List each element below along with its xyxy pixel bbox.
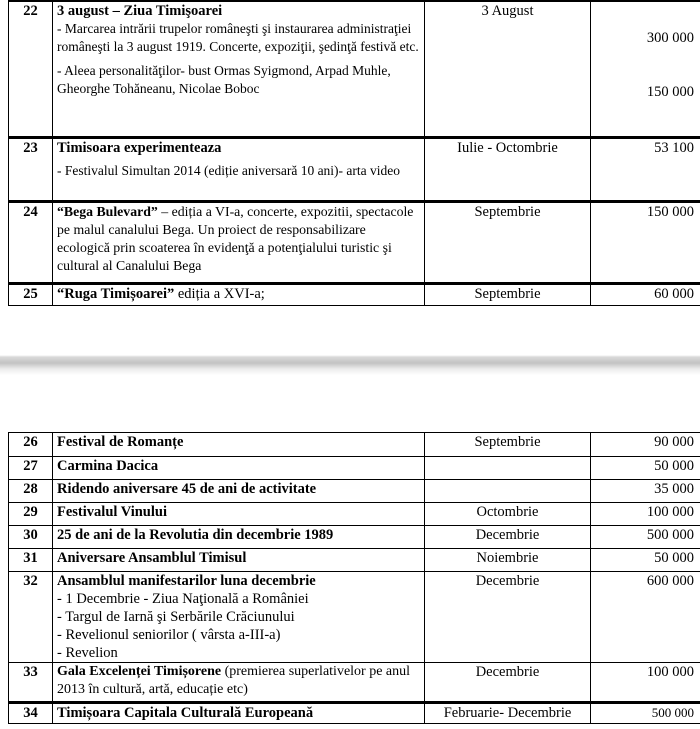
table-row [9,526,700,549]
event-period: 3 August [425,1,591,137]
event-period: Decembrie [425,663,591,703]
row-number: 26 [9,433,53,457]
event-period: Septembrie [425,433,591,457]
event-amount: 50 000 [591,549,700,572]
event-period: Iulie - Octombrie [425,137,591,201]
event-description: - Revelion [57,645,118,661]
table-row [9,1,700,137]
event-description: - Aleea personalităţilor- bust Ormas Syigmond, Arpad Muhle, Gheorghe Tohăneanu, Nicolae Boboc [57,63,391,96]
row-number: 28 [9,480,53,503]
event-title: Gala Excelenței Timișorene [57,664,222,679]
event-amount: 300 000 [646,30,694,46]
event-amounts [591,1,700,137]
event-period: Februarie- Decembrie [425,703,591,724]
table-row [9,549,700,572]
event-cell [53,663,425,703]
event-title: Ridendo aniversare 45 de ani de activitate [53,480,425,503]
event-amount: 100 000 [591,503,700,526]
row-number: 32 [9,572,53,663]
event-amount: 60 000 [591,283,700,305]
event-cell [53,572,425,663]
table-row [9,663,700,703]
event-period [425,480,591,503]
event-title: “Bega Bulevard” [57,203,158,219]
table-row [9,703,700,724]
event-amount: 500 000 [591,703,700,724]
row-number: 23 [9,137,53,201]
row-number: 22 [9,1,53,137]
table-row [9,137,700,201]
event-title: Carmina Dacica [53,457,425,480]
event-title: Ansamblul manifestarilor luna decembrie [57,573,316,589]
event-amount: 50 000 [591,457,700,480]
event-description: (premierea superlativelor pe anul 2013 în cultură, artă, educație etc) [57,664,411,697]
budget-table-bottom [8,432,700,724]
table-row [9,457,700,480]
page-break-separator [0,311,700,416]
event-description: ediția a XVI-a; [174,285,265,302]
event-title: Festival de Romanțe [53,433,425,457]
row-number: 31 [9,549,53,572]
event-title: 25 de ani de la Revolutia din decembrie 1989 [53,526,425,549]
event-title: Festivalul Vinului [53,503,425,526]
table-row [9,480,700,503]
row-number: 27 [9,457,53,480]
event-title: Aniversare Ansamblul Timisul [53,549,425,572]
event-cell [53,1,425,137]
event-period: Septembrie [425,201,591,283]
event-amount: 53 100 [591,137,700,201]
row-number: 24 [9,201,53,283]
event-cell [53,137,425,201]
table-row [9,503,700,526]
event-amount: 150 000 [591,201,700,283]
event-period: Noiembrie [425,549,591,572]
event-period: Decembrie [425,526,591,549]
event-amount: 100 000 [591,663,700,703]
event-cell [53,283,425,305]
row-number: 25 [9,283,53,305]
event-period: Septembrie [425,283,591,305]
table-row [9,572,700,663]
event-description: - Marcarea intrării trupelor româneşti şi instaurarea administraţiei româneşti la 3 august 1919. Concerte, expoziţii, şedinţă festivă etc. [57,21,419,54]
table-row [9,201,700,283]
table-row [9,433,700,457]
row-number: 33 [9,663,53,703]
event-title: “Ruga Timișoarei” [57,285,175,302]
event-amount: 90 000 [591,433,700,457]
event-period [425,457,591,480]
event-description: - Revelionul seniorilor ( vârsta a-III-a) [57,627,281,643]
event-amount: 35 000 [591,480,700,503]
row-number: 29 [9,503,53,526]
event-amount: 500 000 [591,526,700,549]
event-amount: 150 000 [646,84,694,100]
event-title: Timișoara Capitala Culturală Europeană [53,703,425,724]
budget-table-top [8,0,700,306]
event-cell [53,201,425,283]
row-number: 30 [9,526,53,549]
row-number: 34 [9,703,53,724]
table-row [9,283,700,305]
event-period: Octombrie [425,503,591,526]
event-amount: 600 000 [591,572,700,663]
event-period: Decembrie [425,572,591,663]
event-description: - 1 Decembrie - Ziua Naţională a României [57,591,309,607]
event-title: 3 august – Ziua Timişoarei [57,3,223,19]
event-description: – ediția a VI-a, concerte, expozitii, spectacole pe malul canalului Bega. Un proiect de responsabilizare ecologică prin scoaterea în evidenţă a potenţialului turistic şi cultural al Canalului Bega [57,203,414,273]
event-title: Timisoara experimenteaza [57,139,222,156]
event-description: - Targul de Iarnă şi Serbările Crăciunului [57,609,295,625]
event-description: - Festivalul Simultan 2014 (ediție aniversară 10 ani)- arta video [57,162,401,178]
